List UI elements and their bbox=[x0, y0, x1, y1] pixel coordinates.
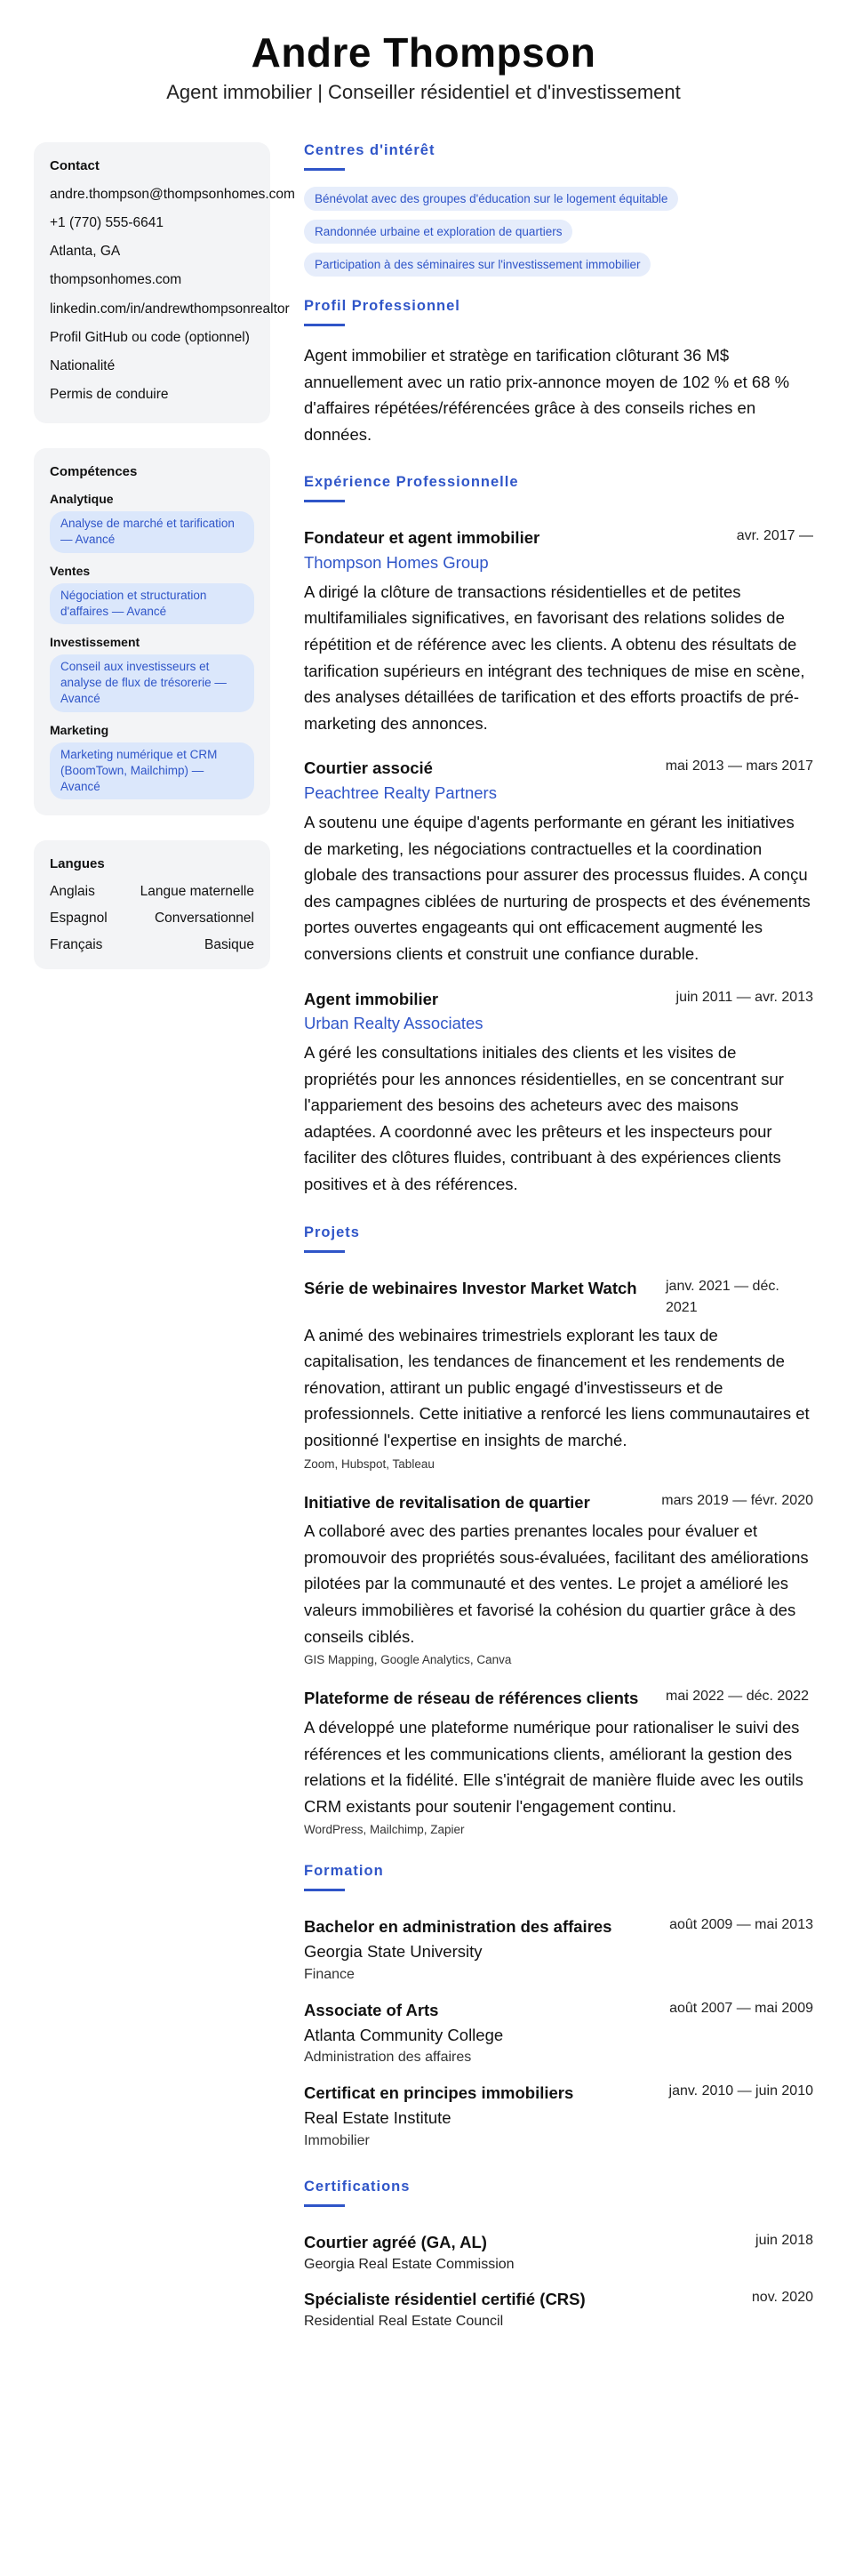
certification-issuer: Georgia Real Estate Commission bbox=[304, 2256, 515, 2272]
language-name: Espagnol bbox=[50, 911, 108, 927]
job-title: Fondateur et agent immobilier bbox=[304, 528, 540, 548]
projects-title: Projets bbox=[304, 1224, 360, 1240]
certification-name: Courtier agréé (GA, AL) bbox=[304, 2232, 487, 2251]
education-entry bbox=[304, 1998, 813, 2069]
language-row bbox=[50, 884, 254, 900]
study-field: Administration des affaires bbox=[304, 2050, 472, 2066]
section-rule bbox=[304, 500, 345, 502]
education-title: Formation bbox=[304, 1863, 384, 1880]
contact-location: Atlanta, GA bbox=[50, 244, 121, 260]
language-level: Basique bbox=[204, 937, 254, 953]
skill-group bbox=[50, 564, 254, 624]
skill-pill: Marketing numérique et CRM (BoomTown, Mailchimp) — Avancé bbox=[50, 742, 254, 800]
degree-date: août 2009 — mai 2013 bbox=[669, 1917, 813, 1933]
job-date: juin 2011 — avr. 2013 bbox=[675, 989, 813, 1005]
experience-title: Expérience Professionnelle bbox=[304, 474, 519, 491]
job-date: mai 2013 — mars 2017 bbox=[665, 758, 813, 774]
contact-title: Contact bbox=[50, 158, 100, 173]
contact-email[interactable]: andre.thompson@thompsonhomes.com bbox=[50, 187, 295, 202]
interests-title: Centres d'intérêt bbox=[304, 142, 435, 158]
school-name: Georgia State University bbox=[304, 1942, 483, 1962]
job-company: Thompson Homes Group bbox=[304, 553, 489, 573]
project-name: Série de webinaires Investor Market Watch bbox=[304, 1278, 637, 1297]
project-tools: GIS Mapping, Google Analytics, Canva bbox=[304, 1653, 512, 1667]
project-entry bbox=[304, 1490, 813, 1667]
degree-name: Bachelor en administration des affaires bbox=[304, 1917, 612, 1937]
profile-section bbox=[304, 298, 813, 447]
contact-license: Permis de conduire bbox=[50, 386, 169, 402]
experience-entry bbox=[304, 526, 813, 736]
contact-card bbox=[34, 142, 295, 423]
project-entry bbox=[304, 1276, 813, 1471]
project-description: A développé une plateforme numérique pour rationaliser le suivi des références et les communications clients, améliorant la gestion des relations et la fidélité. Elle s'intégrait de manière fluide avec les outils CRM existants pour soutenir l'engagement continu. bbox=[304, 1718, 803, 1816]
education-entry bbox=[304, 2081, 813, 2152]
skill-category: Ventes bbox=[50, 563, 91, 578]
skill-group bbox=[50, 492, 254, 552]
study-field: Immobilier bbox=[304, 2132, 370, 2148]
skills-title: Compétences bbox=[50, 464, 138, 480]
project-tools: WordPress, Mailchimp, Zapier bbox=[304, 1823, 465, 1837]
languages-title: Langues bbox=[50, 856, 105, 872]
language-level: Langue maternelle bbox=[140, 884, 254, 900]
experience-section bbox=[304, 474, 813, 1197]
certifications-title: Certifications bbox=[304, 2178, 411, 2195]
skill-pill: Analyse de marché et tarification — Avancé bbox=[50, 511, 254, 552]
certification-date: juin 2018 bbox=[755, 2232, 813, 2248]
experience-entry bbox=[304, 987, 813, 1198]
projects-section bbox=[304, 1224, 813, 1837]
language-row bbox=[50, 911, 254, 927]
certification-name: Spécialiste résidentiel certifié (CRS) bbox=[304, 2290, 586, 2309]
education-entry bbox=[304, 1914, 813, 1986]
contact-github[interactable]: Profil GitHub ou code (optionnel) bbox=[50, 329, 250, 345]
interest-pill: Bénévolat avec des groupes d'éducation sur le logement équitable bbox=[304, 187, 678, 211]
school-name: Real Estate Institute bbox=[304, 2108, 451, 2128]
contact-website[interactable]: thompsonhomes.com bbox=[50, 272, 182, 288]
project-date: mai 2022 — déc. 2022 bbox=[666, 1689, 809, 1705]
skill-category: Investissement bbox=[50, 635, 140, 649]
job-description: A dirigé la clôture de transactions résidentielles et de petites multifamiliales significatives, en favorisant des relations solides de répétition et de référence avec les clients. A obtenu des résultats de tarification supérieurs en intégrant des techniques de mise en scène, des analyses détaillées de tarification et des efforts proactifs de pré-marketing des annonces. bbox=[304, 582, 805, 733]
language-name: Français bbox=[50, 937, 103, 953]
resume-header bbox=[0, 0, 847, 104]
skill-pill: Négociation et structuration d'affaires — Avancé bbox=[50, 583, 254, 624]
education-section bbox=[304, 1863, 813, 2152]
skill-category: Analytique bbox=[50, 492, 114, 507]
skill-group bbox=[50, 723, 254, 800]
job-title: Courtier associé bbox=[304, 758, 433, 778]
candidate-subtitle: Agent immobilier | Conseiller résidentiel et d'investissement bbox=[166, 80, 681, 103]
interest-row bbox=[304, 220, 813, 244]
profile-title: Profil Professionnel bbox=[304, 298, 460, 314]
project-date: janv. 2021 — déc. 2021 bbox=[666, 1278, 779, 1315]
languages-card bbox=[34, 840, 270, 969]
contact-nationality: Nationalité bbox=[50, 357, 116, 373]
sidebar bbox=[34, 142, 295, 994]
certifications-section bbox=[304, 2179, 813, 2331]
job-date: avr. 2017 — bbox=[736, 528, 813, 544]
certification-entry bbox=[304, 2287, 813, 2331]
contact-phone[interactable]: +1 (770) 555-6641 bbox=[50, 215, 164, 231]
job-description: A géré les consultations initiales des clients et les visites de propriétés pour les annonces résidentielles, en se concentrant sur l'appariement des besoins des acheteurs avec des maisons adaptées. A coordonné avec les prêteurs et les inspecteurs pour faciliter des clôtures fluides, contribuant à des expériences clients positives et à des références. bbox=[304, 1043, 784, 1193]
school-name: Atlanta Community College bbox=[304, 2025, 504, 2044]
candidate-name: Andre Thompson bbox=[251, 29, 596, 76]
degree-name: Associate of Arts bbox=[304, 2000, 439, 2019]
degree-date: janv. 2010 — juin 2010 bbox=[668, 2083, 813, 2099]
interests-section bbox=[304, 142, 813, 277]
interest-pill: Randonnée urbaine et exploration de quartiers bbox=[304, 220, 572, 244]
project-entry bbox=[304, 1686, 813, 1836]
certification-date: nov. 2020 bbox=[751, 2290, 813, 2306]
skill-group bbox=[50, 635, 254, 712]
project-date: mars 2019 — févr. 2020 bbox=[661, 1492, 813, 1508]
contact-linkedin[interactable]: linkedin.com/in/andrewthompsonrealtor bbox=[50, 301, 290, 317]
job-company: Urban Realty Associates bbox=[304, 1014, 483, 1033]
section-rule bbox=[304, 2204, 345, 2207]
project-description: A collaboré avec des parties prenantes locales pour évaluer et promouvoir des propriétés sous-évaluées, facilitant des améliorations pilotées par la communauté et des ventes. Le projet a amélioré les valeurs immobilières et favorisé la cohésion du quartier grâce à des conseils ciblés. bbox=[304, 1521, 809, 1646]
interest-pill: Participation à des séminaires sur l'investissement immobilier bbox=[304, 253, 651, 277]
job-title: Agent immobilier bbox=[304, 989, 439, 1008]
interest-row bbox=[304, 253, 813, 277]
main-column bbox=[304, 142, 813, 2358]
profile-text: Agent immobilier et stratège en tarification clôturant 36 M$ annuellement avec un ratio prix-annonce moyen de 102 % et 68 % d'affaires répétées/référencées grâce à des conseils riches en données. bbox=[304, 346, 790, 444]
project-name: Initiative de revitalisation de quartier bbox=[304, 1492, 590, 1512]
section-rule bbox=[304, 1250, 345, 1253]
language-row bbox=[50, 937, 254, 953]
project-description: A animé des webinaires trimestriels explorant les taux de capitalisation, les tendances de financement et les rendements de rénovation, attirant un public engagé d'investisseurs et de professionnels. Cette initiative a renforcé les liens communautaires et positionné l'expertise en insights de marché. bbox=[304, 1325, 810, 1449]
skill-category: Marketing bbox=[50, 722, 109, 737]
certification-entry bbox=[304, 2230, 813, 2275]
interest-row bbox=[304, 187, 813, 211]
degree-name: Certificat en principes immobiliers bbox=[304, 2083, 574, 2103]
certification-issuer: Residential Real Estate Council bbox=[304, 2313, 504, 2329]
language-level: Conversationnel bbox=[154, 911, 254, 927]
skills-card bbox=[34, 448, 270, 815]
skill-pill: Conseil aux investisseurs et analyse de flux de trésorerie — Avancé bbox=[50, 654, 254, 712]
project-name: Plateforme de réseau de références clients bbox=[304, 1689, 639, 1708]
job-company: Peachtree Realty Partners bbox=[304, 783, 497, 803]
section-rule bbox=[304, 324, 345, 326]
job-description: A soutenu une équipe d'agents performante en gérant les initiatives de marketing, les négociations contractuelles et la coordination globale des transactions pour assurer des processus fluides. A conçu des campagnes ciblées de nurturing de prospects et des événements portes ouvertes engageants qui ont efficacement augmenté les conversions clients et construit une confiance durable. bbox=[304, 812, 811, 963]
section-rule bbox=[304, 168, 345, 171]
experience-entry bbox=[304, 756, 813, 967]
language-name: Anglais bbox=[50, 884, 95, 900]
section-rule bbox=[304, 1889, 345, 1891]
degree-date: août 2007 — mai 2009 bbox=[669, 2000, 813, 2016]
study-field: Finance bbox=[304, 1966, 355, 1982]
project-tools: Zoom, Hubspot, Tableau bbox=[304, 1457, 435, 1471]
